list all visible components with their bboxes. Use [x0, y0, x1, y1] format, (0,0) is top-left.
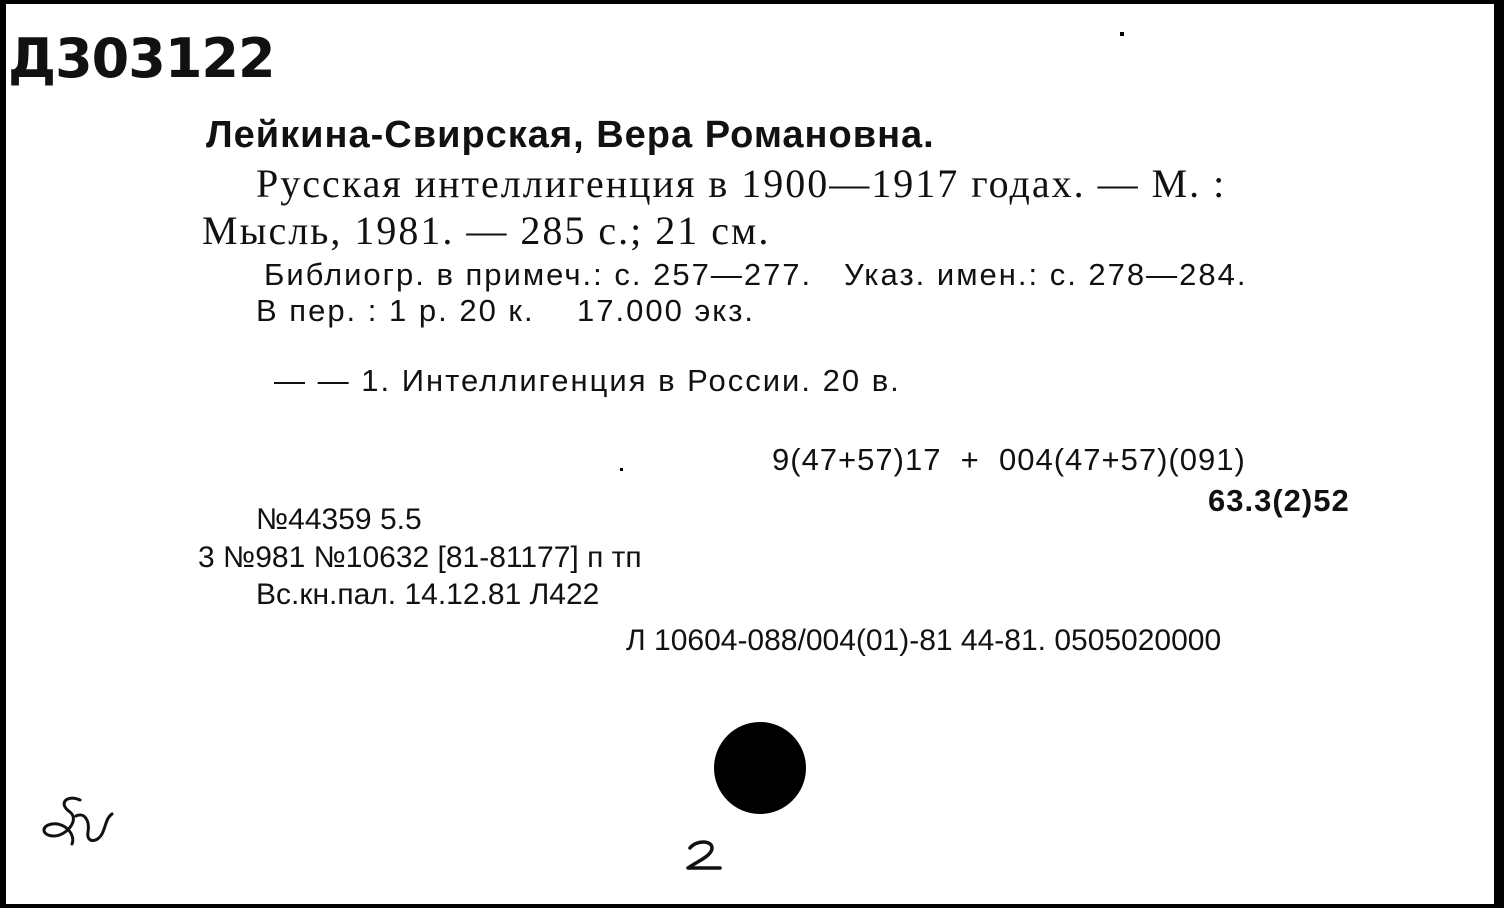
price-copies-note: В пер. : 1 р. 20 к. 17.000 экз.	[256, 293, 756, 328]
publisher-code: Л 10604-088/004(01)-81 44-81. 0505020000	[626, 624, 1222, 657]
stock-number: №44359 5.5	[256, 503, 422, 536]
book-chamber-line: Вс.кн.пал. 14.12.81 Л422	[256, 578, 600, 611]
punch-hole	[714, 722, 806, 814]
author-heading: Лейкина-Свирская, Вера Романовна.	[206, 114, 935, 156]
call-number: Д303122	[8, 27, 275, 90]
bibliography-note: Библиогр. в примеч.: с. 257—277. Указ. имен.: с. 278—284.	[264, 257, 1248, 292]
title-line-2: Мысль, 1981. — 285 с.; 21 см.	[202, 208, 771, 253]
ink-dot	[620, 468, 623, 471]
classification-index: 9(47+57)17 + 004(47+57)(091)	[772, 442, 1246, 477]
catalog-card	[6, 4, 1504, 904]
ink-dot	[1120, 32, 1124, 36]
subject-heading: — — 1. Интеллигенция в России. 20 в.	[274, 363, 901, 398]
title-line-1: Русская интеллигенция в 1900—1917 годах. — М. :	[256, 161, 1227, 206]
order-line: 3 №981 №10632 [81-81177] п тп	[198, 541, 642, 574]
handwritten-mark-icon	[36, 790, 126, 854]
classification-bbk: 63.3(2)52	[1208, 483, 1350, 518]
handwritten-digit-icon	[682, 838, 728, 876]
